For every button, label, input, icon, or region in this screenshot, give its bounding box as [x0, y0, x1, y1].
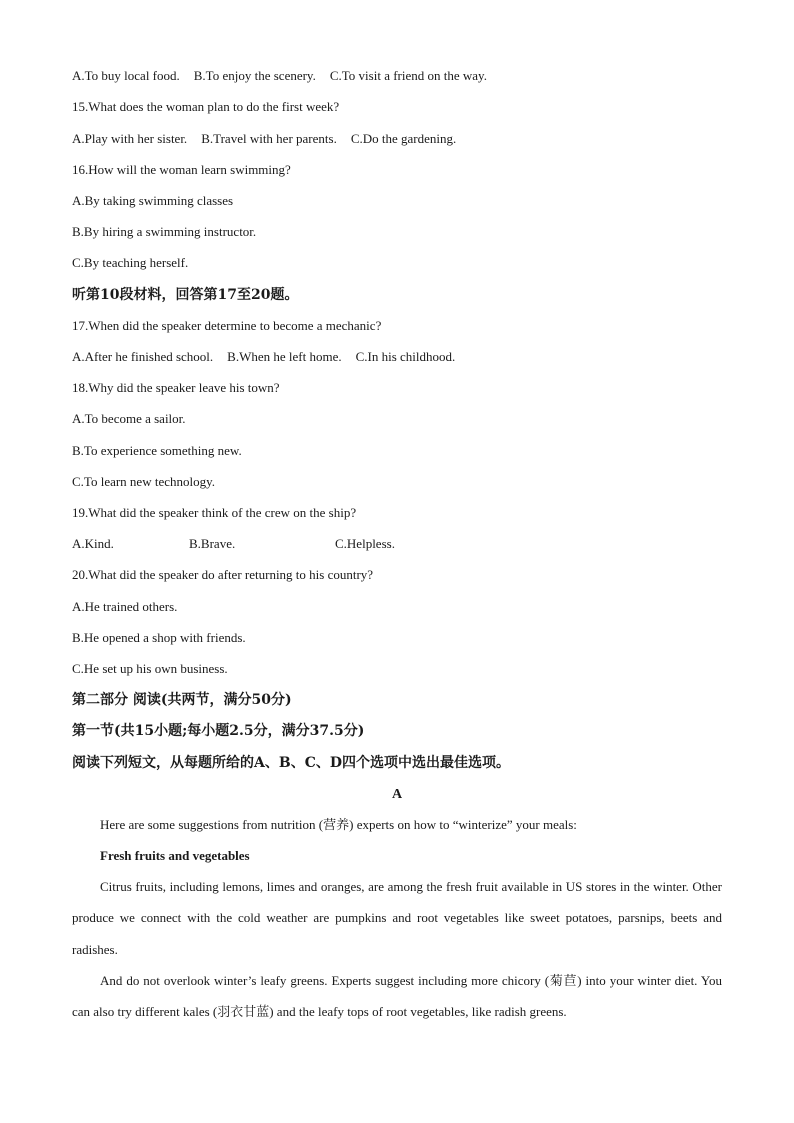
passage-subheading: Fresh fruits and vegetables [100, 848, 250, 863]
q15-question: 15.What does the woman plan to do the first week? [72, 99, 340, 114]
q17-options [72, 349, 455, 365]
q20-option-b: B.He opened a shop with friends. [72, 630, 246, 645]
section10-instruction: 听第10段材料，回答第17至20题。 [72, 287, 299, 303]
part2-section1-heading: 第一节(共15小题;每小题2.5分，满分37.5分) [72, 723, 365, 739]
q17-question: 17.When did the speaker determine to become a mechanic? [72, 318, 382, 333]
q15-option-a: A.Play with her sister. [72, 131, 188, 146]
q19-option-c: C.Helpless. [335, 536, 395, 551]
q16-option-b: B.By hiring a swimming instructor. [72, 224, 257, 239]
q16-option-c: C.By teaching herself. [72, 255, 189, 270]
q14-option-b: B.To enjoy the scenery. [193, 68, 316, 83]
passage-label: A [391, 787, 403, 802]
q17-option-a: A.After he finished school. [72, 349, 214, 364]
part2-heading: 第二部分 阅读(共两节，满分50分) [72, 692, 292, 708]
passage-paragraph-1: Citrus fruits, including lemons, limes and oranges, are among the fresh fruit available in US stores in the winter. Other produce we connect with the cold weather are pumpkins and root vegetables like sweet potatoes, parsnips, beets and radishes. [72, 879, 722, 957]
q18-option-c: C.To learn new technology. [72, 474, 216, 489]
passage-intro: Here are some suggestions from nutrition (营养) experts on how to “winterize” your meals: [100, 817, 577, 832]
q14-options [72, 68, 487, 84]
q14-option-a: A.To buy local food. [72, 68, 180, 83]
q20-option-c: C.He set up his own business. [72, 661, 228, 676]
q14-option-c: C.To visit a friend on the way. [329, 68, 487, 83]
q15-option-c: C.Do the gardening. [350, 131, 457, 146]
part2-instruction: 阅读下列短文，从每题所给的A、B、C、D四个选项中选出最佳选项。 [72, 755, 510, 771]
q17-option-c: C.In his childhood. [355, 349, 456, 364]
q18-question: 18.Why did the speaker leave his town? [72, 380, 280, 395]
q15-options [72, 131, 456, 147]
q19-option-b: B.Brave. [189, 536, 236, 551]
q20-question: 20.What did the speaker do after returning to his country? [72, 567, 374, 582]
q19-question: 19.What did the speaker think of the crew on the ship? [72, 505, 357, 520]
q16-option-a: A.By taking swimming classes [72, 193, 234, 208]
q20-option-a: A.He trained others. [72, 599, 178, 614]
passage-paragraph-2: And do not overlook winter’s leafy greens. Experts suggest including more chicory (菊苣) into your winter diet. You can also try different kales (羽衣甘蓝) and the leafy tops of root vegetables, like radish greens. [72, 973, 722, 1020]
q15-option-b: B.Travel with her parents. [201, 131, 337, 146]
q18-option-b: B.To experience something new. [72, 443, 242, 458]
q19-option-a: A.Kind. [72, 536, 114, 551]
q16-question: 16.How will the woman learn swimming? [72, 162, 291, 177]
q17-option-b: B.When he left home. [227, 349, 342, 364]
q18-option-a: A.To become a sailor. [72, 411, 186, 426]
